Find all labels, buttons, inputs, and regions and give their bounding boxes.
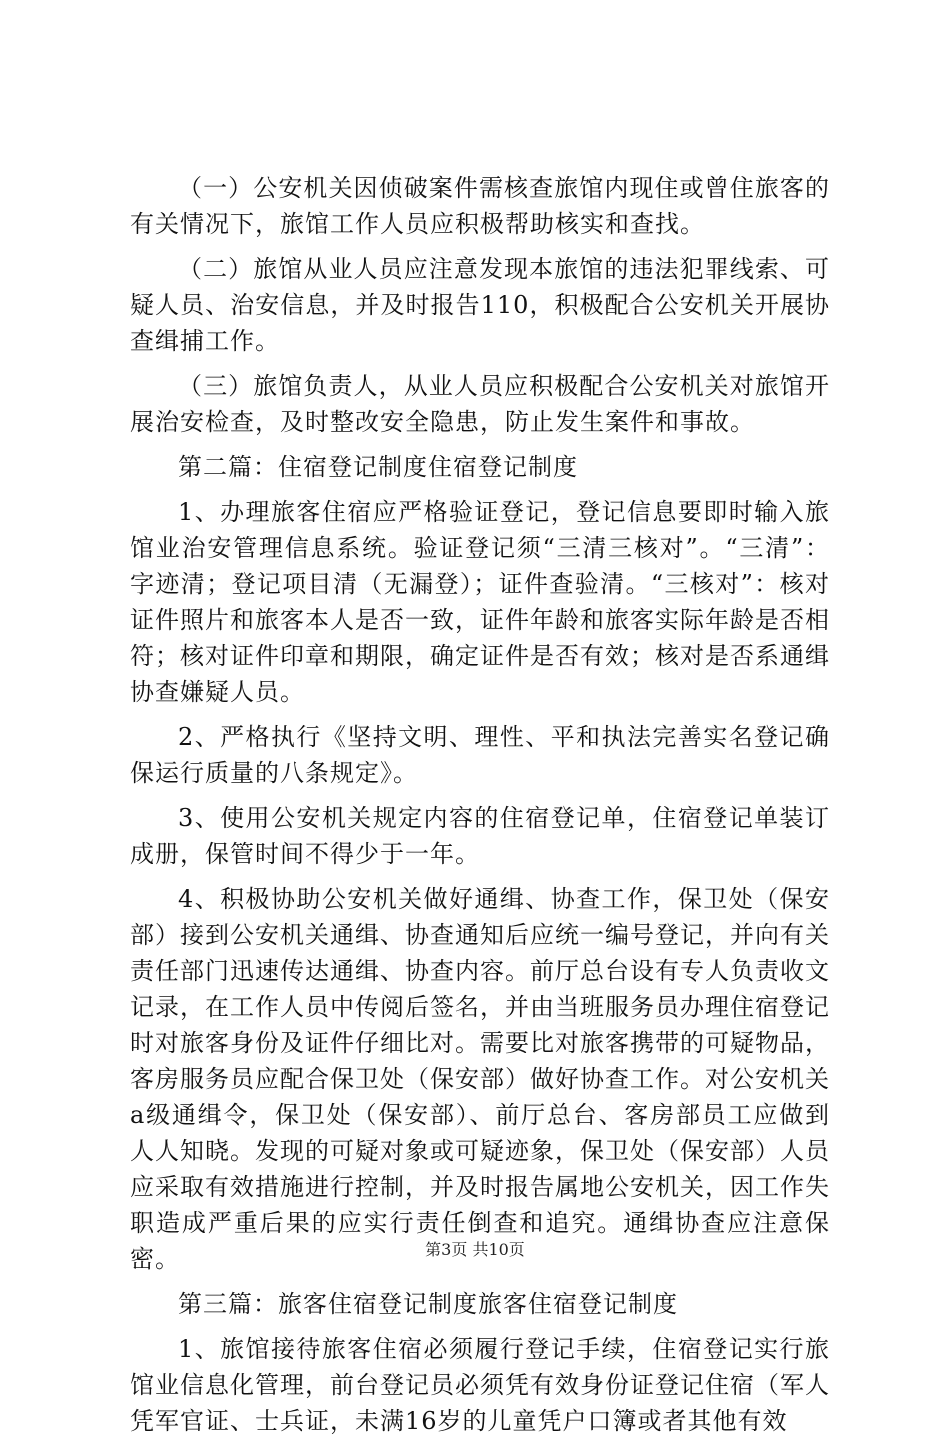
paragraph-1: （一）公安机关因侦破案件需核查旅馆内现住或曾住旅客的有关情况下，旅馆工作人员应积极帮助核实和查找。 xyxy=(130,174,830,238)
paragraph-7: 4、积极协助公安机关做好通缉、协查工作，保卫处（保安部）接到公安机关通缉、协查通知后应统一编号登记，并向有关责任部门迅速传达通缉、协查内容。前厅总台设有专人负责收文记录，在工作人员中传阅后签名，并由当班服务员办理住宿登记时对旅客身份及证件仔细比对。需要比对旅客携带的可疑物品，客房服务员应配合保卫处（保安部）做好协查工作。对公安机关a级通缉令，保卫处（保安部）、前厅总台、客房部员工应做到人人知晓。发现的可疑对象或可疑迹象，保卫处（保安部）人员应采取有效措施进行控制，并及时报告属地公安机关，因工作失职造成严重后果的应实行责任倒查和追究。通缉协查应注意保密。 xyxy=(130,885,830,1273)
paragraph-4: 1、办理旅客住宿应严格验证登记，登记信息要即时输入旅馆业治安管理信息系统。验证登记须“三清三核对”。“三清”：字迹清；登记项目清（无漏登）；证件查验清。“三核对”：核对证件照片和旅客本人是否一致，证件年龄和旅客实际年龄是否相符；核对证件印章和期限，确定证件是否有效；核对是否系通缉协查嫌疑人员。 xyxy=(130,498,830,706)
paragraph-6: 3、使用公安机关规定内容的住宿登记单，住宿登记单装订成册，保管时间不得少于一年。 xyxy=(130,804,830,868)
section-heading-3: 第三篇：旅客住宿登记制度旅客住宿登记制度 xyxy=(178,1290,678,1318)
paragraph-2: （二）旅馆从业人员应注意发现本旅馆的违法犯罪线索、可疑人员、治安信息，并及时报告110，积极配合公安机关开展协查缉捕工作。 xyxy=(130,255,830,355)
paragraph-8: 1、旅馆接待旅客住宿必须履行登记手续，住宿登记实行旅馆业信息化管理，前台登记员必须凭有效身份证登记住宿（军人凭军官证、士兵证，未满16岁的儿童凭户口簿或者其他有效 xyxy=(130,1335,830,1435)
section-heading-2: 第二篇：住宿登记制度住宿登记制度 xyxy=(178,453,578,481)
paragraph-3: （三）旅馆负责人，从业人员应积极配合公安机关对旅馆开展治安检查，及时整改安全隐患，防止发生案件和事故。 xyxy=(130,372,830,436)
paragraph-5: 2、严格执行《坚持文明、理性、平和执法完善实名登记确保运行质量的八条规定》。 xyxy=(130,723,830,787)
page-footer: 第3页 共10页 xyxy=(425,1240,525,1259)
